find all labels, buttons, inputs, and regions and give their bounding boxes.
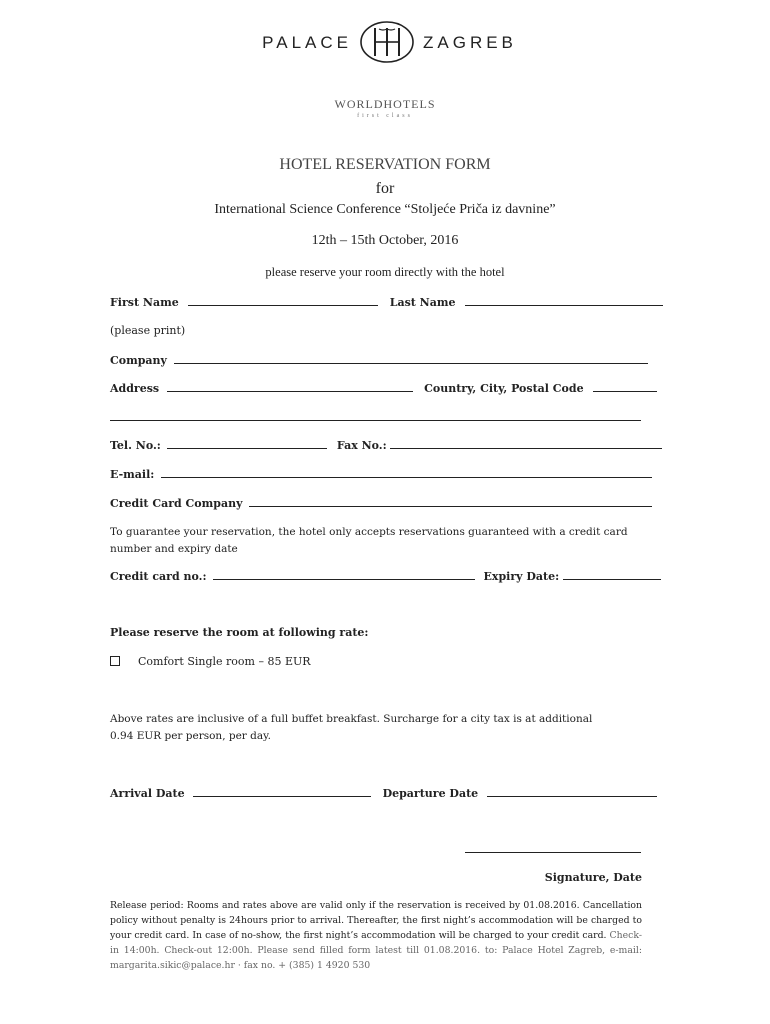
tel-field[interactable] xyxy=(167,438,327,449)
company-label: Company xyxy=(110,354,167,367)
credit-card-number-label: Credit card no.: xyxy=(110,570,207,583)
credit-card-company-field[interactable] xyxy=(249,496,652,507)
departure-date-label: Departure Date xyxy=(382,787,479,800)
signature-field[interactable] xyxy=(465,852,641,853)
brand-name-left: PALACE xyxy=(262,33,352,52)
expiry-date-field[interactable] xyxy=(563,569,661,580)
email-label: E-mail: xyxy=(110,468,155,481)
first-name-label: First Name xyxy=(110,296,179,309)
rate-heading xyxy=(110,626,645,640)
hotel-logo xyxy=(0,30,770,60)
policy-footer xyxy=(110,898,642,973)
company-field[interactable] xyxy=(174,353,648,364)
conference-name: International Science Conference “Stoljeće Priča iz davnine” xyxy=(214,202,556,217)
country-city-field[interactable] xyxy=(593,381,657,392)
worldhotels-logo: WORLDHOTELS xyxy=(334,97,436,111)
rate-heading-text: Please reserve the room at following rate: xyxy=(110,626,369,639)
name-row xyxy=(110,295,645,310)
credit-card-number-field[interactable] xyxy=(213,569,475,580)
address-row xyxy=(110,381,645,396)
signature-label: Signature, Date xyxy=(544,871,642,884)
departure-date-field[interactable] xyxy=(487,786,657,797)
credit-card-company-label: Credit Card Company xyxy=(110,497,243,510)
email-field[interactable] xyxy=(161,467,652,478)
dates-row xyxy=(110,786,645,801)
rate-note: Above rates are inclusive of a full buffet breakfast. Surcharge for a city tax is at additional 0.94 EUR per person, per day. xyxy=(110,713,593,742)
phone-row xyxy=(110,438,645,453)
arrival-date-label: Arrival Date xyxy=(110,787,185,800)
credit-card-row xyxy=(110,569,645,584)
please-print-note: (please print) xyxy=(110,324,186,337)
last-name-label: Last Name xyxy=(389,296,456,309)
contact-text: Check-in 14:00h. Check-out 12:00h. Please send filled form latest till 01.08.2016. to: Palace Hotel Zagreb, e-mail: margarita.sikic@palace.hr · fax no. + (385) 1 4920 530 xyxy=(110,930,642,971)
conference-dates: 12th – 15th October, 2016 xyxy=(311,233,459,248)
first-name-field[interactable] xyxy=(188,295,378,306)
monogram-logo-icon xyxy=(358,20,416,64)
form-for: for xyxy=(375,180,395,197)
expiry-date-label: Expiry Date: xyxy=(483,570,560,583)
brand-name-right: ZAGREB xyxy=(423,33,517,52)
country-city-label: Country, City, Postal Code xyxy=(424,382,584,395)
comfort-single-room-checkbox[interactable] xyxy=(110,656,120,666)
room-option xyxy=(110,655,645,669)
tel-label: Tel. No.: xyxy=(110,439,161,452)
policy-text: Release period: Rooms and rates above are valid only if the reservation is received by 01.08.2016. Cancellation policy without penalty is 24hours prior to arrival. Thereafter, the first night’s accommodation will be charged to your credit card. In case of no-show, the first night’s accommodation will be charged to your credit card. xyxy=(110,900,642,941)
room-option-label: Comfort Single room – 85 EUR xyxy=(138,655,311,668)
address-label: Address xyxy=(110,382,160,395)
guarantee-text: To guarantee your reservation, the hotel only accepts reservations guaranteed with a credit card number and expiry date xyxy=(110,526,628,555)
form-title: HOTEL RESERVATION FORM xyxy=(279,156,491,173)
last-name-field[interactable] xyxy=(465,295,663,306)
worldhotels-subtitle: first class xyxy=(357,113,413,119)
fax-field[interactable] xyxy=(390,438,662,449)
credit-card-company-row xyxy=(110,496,645,511)
fax-label: Fax No.: xyxy=(336,439,387,452)
address-line-2[interactable] xyxy=(110,420,641,421)
arrival-date-field[interactable] xyxy=(193,786,371,797)
address-field[interactable] xyxy=(167,381,413,392)
email-row xyxy=(110,467,645,482)
company-row xyxy=(110,353,645,368)
reservation-note: please reserve your room directly with the hotel xyxy=(265,265,505,279)
